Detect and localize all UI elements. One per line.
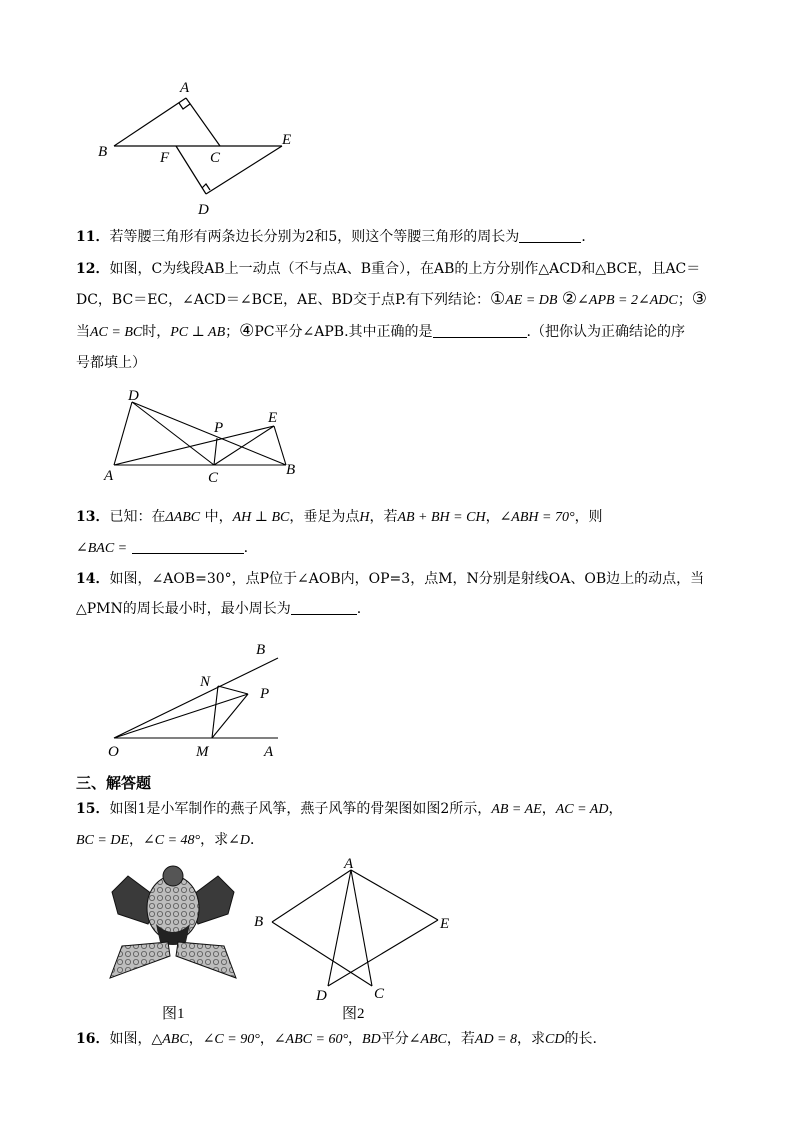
conclusion-4: PC平分∠APB.其中正确的是 [254,324,433,340]
label-M: M [196,744,209,760]
kite-head [163,866,183,886]
question-number: 11 [76,229,96,245]
kite-left-tail [110,942,170,978]
line-OP [114,694,248,738]
line-NM [212,686,218,738]
label-D: D [316,988,327,1004]
label-C: C [210,150,221,166]
line-AC [351,870,372,986]
kite-image [108,862,238,984]
question-14: 14．如图，∠AOB=30°，点P位于∠AOB内，OP=3，点M，N分别是射线OA、OB边上的动点，当 △PMN的周长最小时，最小周长为 . [76,571,705,617]
line-BC [272,922,372,986]
figure-q12 [96,388,306,484]
question-number: 16 [76,1031,96,1047]
question-15: 15．如图1是小军制作的燕子风筝，燕子风筝的骨架图如图2所示，AB = AE，AC = AD， BC = DE，∠C = 48°，求∠D． [76,801,623,848]
label-E: E [440,916,450,932]
line-PC [214,438,217,465]
answer-blank[interactable] [519,224,581,243]
question-number: 14 [76,571,96,587]
label-C: C [374,986,385,1002]
label-E: E [268,410,278,426]
ray-OB [114,658,278,738]
line-AD [328,870,351,986]
question-13: 13．已知：在ΔABC 中，AH ⊥ BC，垂足为点H，若AB + BH = CH，∠ABH = 70°，则 ∠BAC = . [76,509,603,556]
label-D: D [128,388,139,404]
question-11: 11．若等腰三角形有两条边长分别为2和5，则这个等腰三角形的周长为 ． [76,222,736,252]
label-P: P [214,420,224,436]
question-number: 15 [76,801,96,817]
label-A: A [264,744,274,760]
label-F: F [160,150,170,166]
line-FD [176,146,206,194]
label-B: B [98,144,108,160]
label-B: B [286,462,296,478]
section-title: 三、解答题 [76,774,152,792]
label-E: E [282,132,292,148]
answer-blank[interactable] [433,319,527,338]
figure-q14 [100,638,290,762]
label-A: A [344,856,354,872]
right-angle-mark-A [179,103,190,109]
line-AC [186,98,220,146]
question-number: 13 [76,509,96,525]
question-16: 16．如图，△ABC，∠C = 90°，∠ABC = 60°，BD平分∠ABC，若AD = 8，求CD的长. [76,1031,597,1047]
label-A: A [180,80,190,96]
answer-blank[interactable] [132,535,244,554]
line-AE [351,870,438,920]
question-number: 12 [76,261,96,277]
label-D: D [198,202,209,218]
figure-q10 [90,74,310,220]
caption-figure-2: 图2 [342,1006,365,1022]
label-B: B [254,914,264,930]
line-MP [212,694,248,738]
conclusion-2: ∠APB = 2∠ADC [577,293,678,308]
conclusion-3: PC ⊥ AB [170,325,226,340]
line-AE [114,426,274,465]
label-B: B [256,642,266,658]
label-C: C [208,470,219,484]
line-AD [114,402,132,465]
line-NP [218,686,248,694]
label-O: O [108,744,119,760]
answer-blank[interactable] [291,596,357,615]
kite-right-tail [176,942,236,978]
question-text: 若等腰三角形有两条边长分别为2和5，则这个等腰三角形的周长为 [109,229,520,245]
line-EB [274,426,286,465]
line-DE [328,920,438,986]
caption-figure-1: 图1 [162,1006,185,1022]
conclusion-1: AE = DB [505,293,558,308]
line-AB [114,98,186,146]
question-text-line1: 如图，C为线段AB上一动点（不与点A、B重合），在AB的上方分别作△ACD和△BCE，且AC＝ [109,261,701,277]
label-A: A [104,468,114,484]
label-P: P [260,686,270,702]
line-AB [272,870,351,922]
figure-q15 [248,856,458,1006]
line-DC [132,402,214,465]
question-12: 12．如图，C为线段AB上一动点（不与点A、B重合），在AB的上方分别作△ACD和△BCE，且AC＝ DC，BC＝EC，∠ACD＝∠BCE，AE、BD交于点P.有下列结论：①AE = DB ②∠APB = 2∠ADC；③ 当AC = BC时，PC ⊥ AB；④PC平分∠APB.其中正确的是 .（把你认为正确结论的序 号都填上） [76,261,707,371]
label-N: N [200,674,211,690]
